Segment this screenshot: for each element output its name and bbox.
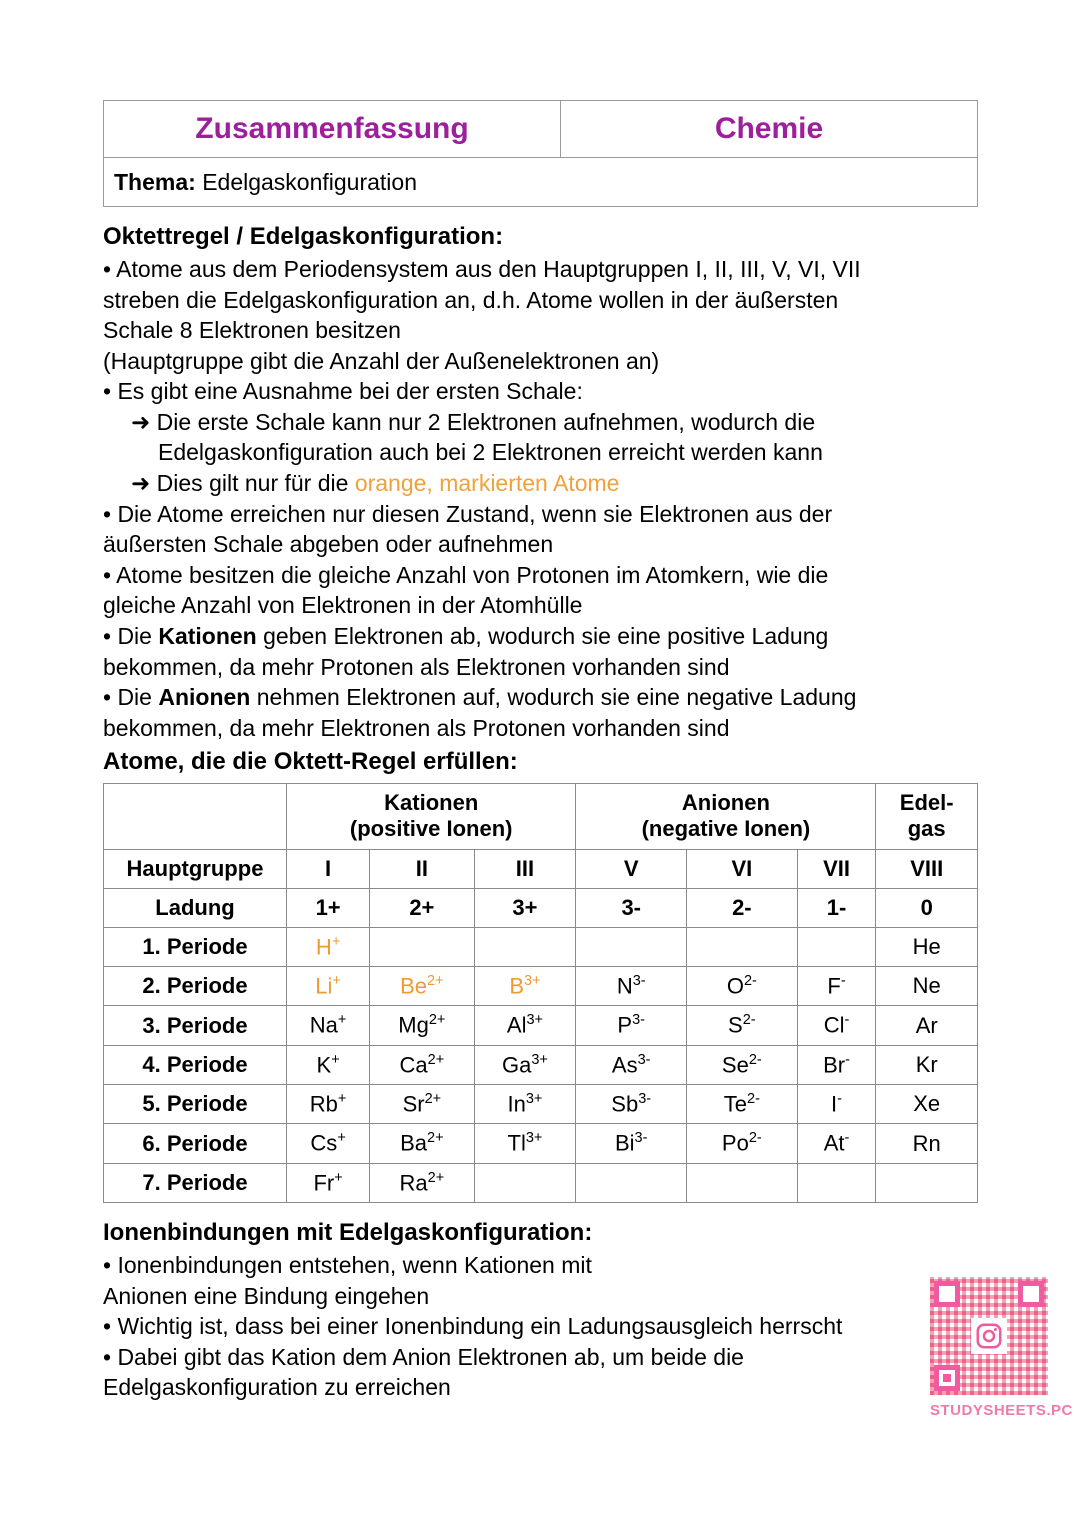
table-row <box>104 1163 978 1202</box>
row-label-hauptgruppe: Hauptgruppe <box>104 849 287 888</box>
ladung-cell-6: 0 <box>876 888 978 927</box>
ion-charge: - <box>844 1012 850 1029</box>
arrow2-prefix: ➜ Dies gilt nur für die <box>131 470 355 497</box>
ion-symbol: As <box>611 1052 638 1078</box>
ion-symbol: Ne <box>912 973 941 999</box>
ion-cell <box>797 967 876 1006</box>
ion-cell <box>876 1124 978 1163</box>
ion-charge: - <box>837 1091 843 1108</box>
ion-cell <box>370 1163 474 1202</box>
ion-symbol: Cl <box>823 1012 845 1038</box>
ion-table-group-header-row <box>104 784 978 850</box>
ion-symbol: Li <box>315 973 333 999</box>
ion-charge: + <box>331 1051 340 1068</box>
document-subject: Chemie <box>561 101 978 158</box>
ion-charge: 3+ <box>526 1012 544 1029</box>
group-header-anionen <box>576 784 876 850</box>
section-oktettregel <box>103 222 983 743</box>
row-label-periode: 6. Periode <box>104 1124 287 1163</box>
header-table <box>103 100 978 207</box>
ion-symbol: Bi <box>614 1130 635 1156</box>
section2-line-0: • Ionenbindungen entstehen, wenn Kationen mit <box>103 1252 592 1278</box>
empty-corner-cell <box>104 784 287 850</box>
ion-cell <box>876 1006 978 1045</box>
ion-cell <box>370 927 474 966</box>
ion-cell <box>370 1124 474 1163</box>
ion-cell <box>287 927 370 966</box>
ion-cell <box>876 1163 978 1202</box>
ion-cell <box>876 1085 978 1124</box>
ion-symbol: At <box>823 1130 845 1156</box>
ion-cell <box>687 1085 798 1124</box>
ion-symbol: Ba <box>400 1130 428 1156</box>
ion-cell <box>576 1124 687 1163</box>
ion-cell <box>287 1085 370 1124</box>
ion-symbol: Kr <box>915 1051 938 1077</box>
ion-cell <box>797 1045 876 1084</box>
section1-kationen <box>103 621 983 652</box>
thema-label: Thema: <box>114 168 196 195</box>
ion-charge: + <box>337 1130 346 1147</box>
ion-cell <box>287 1163 370 1202</box>
ion-symbol: Tl <box>507 1130 526 1156</box>
ion-cell <box>474 967 576 1006</box>
ion-symbol: B <box>509 973 525 999</box>
ion-cell <box>474 1006 576 1045</box>
edelgas-header-line2: gas <box>907 816 946 842</box>
ion-symbol: Br <box>823 1052 846 1078</box>
section-ionenbindungen <box>103 1218 933 1403</box>
section2-line-2: • Wichtig ist, dass bei einer Ionenbindung ein Ladungsausgleich herrscht <box>103 1313 843 1340</box>
ion-charge: 3+ <box>524 973 541 990</box>
ion-table-title: Atome, die die Oktett-Regel erfüllen: <box>103 748 518 775</box>
ion-symbol: I <box>831 1091 838 1117</box>
section1-anionen <box>103 682 983 713</box>
ion-cell <box>370 1085 474 1124</box>
ion-cell <box>576 927 687 966</box>
ion-symbol: Ra <box>399 1170 428 1196</box>
anionen-term: Anionen <box>158 684 251 711</box>
row-label-periode: 5. Periode <box>104 1085 287 1124</box>
ion-symbol: He <box>912 933 941 959</box>
ion-cell <box>797 1163 876 1202</box>
ladung-cell-4: 2- <box>687 888 798 927</box>
ion-cell <box>687 1163 798 1202</box>
table-row <box>104 1085 978 1124</box>
row-label-ladung: Ladung <box>104 888 287 927</box>
section1-line-3: (Hauptgruppe gibt die Anzahl der Außenelektronen an) <box>103 347 660 374</box>
group-header-kationen <box>287 784 576 850</box>
ion-charge: 2- <box>742 1012 756 1029</box>
ion-cell <box>876 967 978 1006</box>
ion-symbol: Po <box>721 1130 749 1156</box>
ion-symbol: Ar <box>915 1012 938 1038</box>
section1-line-0: • Atome aus dem Periodensystem aus den Hauptgruppen I, II, III, V, VI, VII <box>103 256 861 282</box>
anionen-header-line2: (negative Ionen) <box>641 816 811 842</box>
ion-charge: 3- <box>638 1091 652 1108</box>
anionen-header-line1: Anionen <box>681 790 770 815</box>
ion-symbol: Na <box>309 1012 338 1038</box>
ion-symbol: Ca <box>399 1052 428 1078</box>
table-row <box>104 1124 978 1163</box>
thema-cell <box>104 158 978 207</box>
ion-charge: 2+ <box>424 1091 442 1108</box>
ion-cell <box>474 1045 576 1084</box>
ladung-cell-1: 2+ <box>370 888 474 927</box>
row-label-periode: 3. Periode <box>104 1006 287 1045</box>
ion-cell <box>797 1006 876 1045</box>
arrow2-highlight: orange, markierten Atome <box>354 470 620 497</box>
section1-line2-2: • Atome besitzen die gleiche Anzahl von Protonen im Atomkern, wie die <box>103 561 829 588</box>
ladung-cell-0: 1+ <box>287 888 370 927</box>
ion-cell <box>687 1045 798 1084</box>
ion-cell <box>474 927 576 966</box>
ion-cell <box>576 1163 687 1202</box>
ion-cell <box>687 1006 798 1045</box>
hauptgruppe-cell-6: VIII <box>876 849 978 888</box>
ion-symbol: Cs <box>310 1130 338 1156</box>
instagram-icon <box>971 1318 1007 1354</box>
ion-cell <box>876 1045 978 1084</box>
ion-charge: - <box>845 1051 850 1068</box>
ion-charge: 2+ <box>427 1130 444 1147</box>
ion-charge: 3+ <box>525 1130 543 1147</box>
document-title: Zusammenfassung <box>104 101 561 158</box>
section1-arrow-2 <box>103 468 983 499</box>
ion-cell <box>474 1163 576 1202</box>
ion-charge: - <box>840 973 846 990</box>
ion-symbol: Sr <box>402 1091 425 1117</box>
ion-charge: + <box>337 1091 347 1108</box>
section1-line2-1: äußersten Schale abgeben oder aufnehmen <box>103 531 554 558</box>
ion-cell <box>687 1124 798 1163</box>
qr-code-block[interactable] <box>930 1277 1073 1419</box>
section1-line-2: Schale 8 Elektronen besitzen <box>103 317 401 344</box>
section1-arrow-1a: ➜ Die erste Schale kann nur 2 Elektronen aufnehmen, wodurch die <box>131 408 816 435</box>
ion-symbol: Te <box>723 1091 747 1117</box>
ion-charge: 2+ <box>427 1051 445 1068</box>
ion-cell <box>287 1124 370 1163</box>
ion-charge: 3- <box>637 1051 651 1068</box>
group-header-edelgas <box>876 784 978 850</box>
ion-cell <box>576 1045 687 1084</box>
ion-cell <box>687 967 798 1006</box>
ion-symbol: In <box>507 1091 526 1117</box>
qr-code-label: STUDYSHEETS.PC <box>930 1402 1073 1419</box>
ladung-cell-3: 3- <box>576 888 687 927</box>
ion-symbol: H <box>315 934 332 960</box>
kationen-header-line1: Kationen <box>384 790 479 815</box>
ion-cell <box>370 1006 474 1045</box>
row-label-periode: 1. Periode <box>104 927 287 966</box>
hauptgruppe-cell-2: III <box>474 849 576 888</box>
ion-symbol: Be <box>400 973 428 999</box>
section2-line-1: Anionen eine Bindung eingehen <box>103 1282 430 1309</box>
ion-charge: 2- <box>748 1130 762 1147</box>
ion-charge: 3- <box>634 1130 648 1147</box>
ion-charge: + <box>334 1169 343 1186</box>
hauptgruppe-cell-5: VII <box>797 849 876 888</box>
ladung-cell-5: 1- <box>797 888 876 927</box>
ion-charge: 2+ <box>428 1012 446 1029</box>
ion-cell <box>474 1124 576 1163</box>
kationen-post: geben Elektronen ab, wodurch sie eine positive Ladung <box>256 622 829 649</box>
hauptgruppe-cell-3: V <box>576 849 687 888</box>
ion-symbol: Mg <box>398 1012 429 1038</box>
hauptgruppe-cell-4: VI <box>687 849 798 888</box>
ion-symbol: Al <box>506 1012 527 1038</box>
ion-cell <box>287 1045 370 1084</box>
row-label-periode: 7. Periode <box>104 1163 287 1202</box>
ion-symbol: Rb <box>309 1091 338 1117</box>
section1-line-4: • Es gibt eine Ausnahme bei der ersten Schale: <box>103 378 583 405</box>
ion-symbol: N <box>616 973 633 999</box>
ion-table-row-ladung <box>104 888 978 927</box>
ion-charge: 2- <box>748 1051 762 1068</box>
hauptgruppe-cell-1: II <box>370 849 474 888</box>
row-label-periode: 2. Periode <box>104 967 287 1006</box>
section1-line2-0: • Die Atome erreichen nur diesen Zustand, wenn sie Elektronen aus der <box>103 500 833 527</box>
ion-charge: 2+ <box>427 973 444 990</box>
section1-line2-3: gleiche Anzahl von Elektronen in der Atomhülle <box>103 592 583 619</box>
ion-charge: 3- <box>632 1012 646 1029</box>
section1-kationen-line2: bekommen, da mehr Protonen als Elektronen vorhanden sind <box>103 653 730 680</box>
ion-symbol: Xe <box>913 1091 941 1117</box>
ion-symbol: K <box>316 1052 332 1078</box>
ion-symbol: F <box>827 973 841 999</box>
section2-line-3: • Dabei gibt das Kation dem Anion Elektronen ab, um beide die <box>103 1343 744 1370</box>
section1-anionen-line2: bekommen, da mehr Elektronen als Protonen vorhanden sind <box>103 714 730 741</box>
ion-charge: 3- <box>632 973 646 990</box>
ion-cell <box>797 1085 876 1124</box>
ion-symbol: S <box>728 1012 743 1038</box>
ion-cell <box>370 1045 474 1084</box>
qr-code-image[interactable] <box>930 1277 1048 1395</box>
table-row <box>104 927 978 966</box>
ion-table-body <box>104 784 978 1203</box>
qr-corner-bottom-left <box>934 1365 960 1391</box>
section2-heading: Ionenbindungen mit Edelgaskonfiguration: <box>103 1219 593 1246</box>
thema-value: Edelgaskonfiguration <box>202 168 418 195</box>
ion-cell <box>876 927 978 966</box>
ion-cell <box>797 1124 876 1163</box>
ion-charge: 3+ <box>525 1091 543 1108</box>
ion-charge: - <box>844 1130 850 1147</box>
section2-line-4: Edelgaskonfiguration zu erreichen <box>103 1374 451 1401</box>
ion-charge: 2+ <box>427 1169 445 1186</box>
ion-cell <box>287 1006 370 1045</box>
kationen-term: Kationen <box>158 622 257 649</box>
ion-symbol: Fr <box>313 1170 335 1196</box>
table-row <box>104 967 978 1006</box>
ion-table <box>103 783 978 1203</box>
ion-cell <box>370 967 474 1006</box>
ion-symbol: Ga <box>501 1052 532 1078</box>
row-label-periode: 4. Periode <box>104 1045 287 1084</box>
ion-charge: 3+ <box>531 1051 548 1068</box>
ion-symbol: O <box>726 973 744 999</box>
section1-arrow-1b: Edelgaskonfiguration auch bei 2 Elektronen erreicht werden kann <box>158 439 823 466</box>
ion-cell <box>797 927 876 966</box>
table-row <box>104 1006 978 1045</box>
ion-cell <box>576 1085 687 1124</box>
edelgas-header-line1: Edel- <box>899 790 954 815</box>
anionen-post: nehmen Elektronen auf, wodurch sie eine negative Ladung <box>250 684 857 711</box>
header-row-title <box>104 101 978 158</box>
ion-charge: + <box>337 1012 347 1029</box>
ion-symbol: P <box>617 1012 633 1038</box>
ion-cell <box>287 967 370 1006</box>
ion-cell <box>687 927 798 966</box>
kationen-pre: • Die <box>103 622 159 649</box>
ion-cell <box>576 1006 687 1045</box>
ion-cell <box>474 1085 576 1124</box>
ion-charge: + <box>332 973 341 990</box>
ion-cell <box>576 967 687 1006</box>
anionen-pre: • Die <box>103 684 159 711</box>
hauptgruppe-cell-0: I <box>287 849 370 888</box>
ladung-cell-2: 3+ <box>474 888 576 927</box>
ion-symbol: Se <box>721 1052 749 1078</box>
section1-line-1: streben die Edelgaskonfiguration an, d.h. Atome wollen in der äußersten <box>103 286 839 313</box>
ion-symbol: Sb <box>611 1091 639 1117</box>
ion-charge: 2- <box>743 973 757 990</box>
section1-heading: Oktettregel / Edelgaskonfiguration: <box>103 223 504 250</box>
ion-symbol: Rn <box>912 1130 941 1156</box>
ion-table-row-hauptgruppe <box>104 849 978 888</box>
ion-charge: + <box>331 933 341 950</box>
table-row <box>104 1045 978 1084</box>
header-row-thema <box>104 158 978 207</box>
ion-charge: 2- <box>747 1091 760 1108</box>
kationen-header-line2: (positive Ionen) <box>349 816 513 842</box>
